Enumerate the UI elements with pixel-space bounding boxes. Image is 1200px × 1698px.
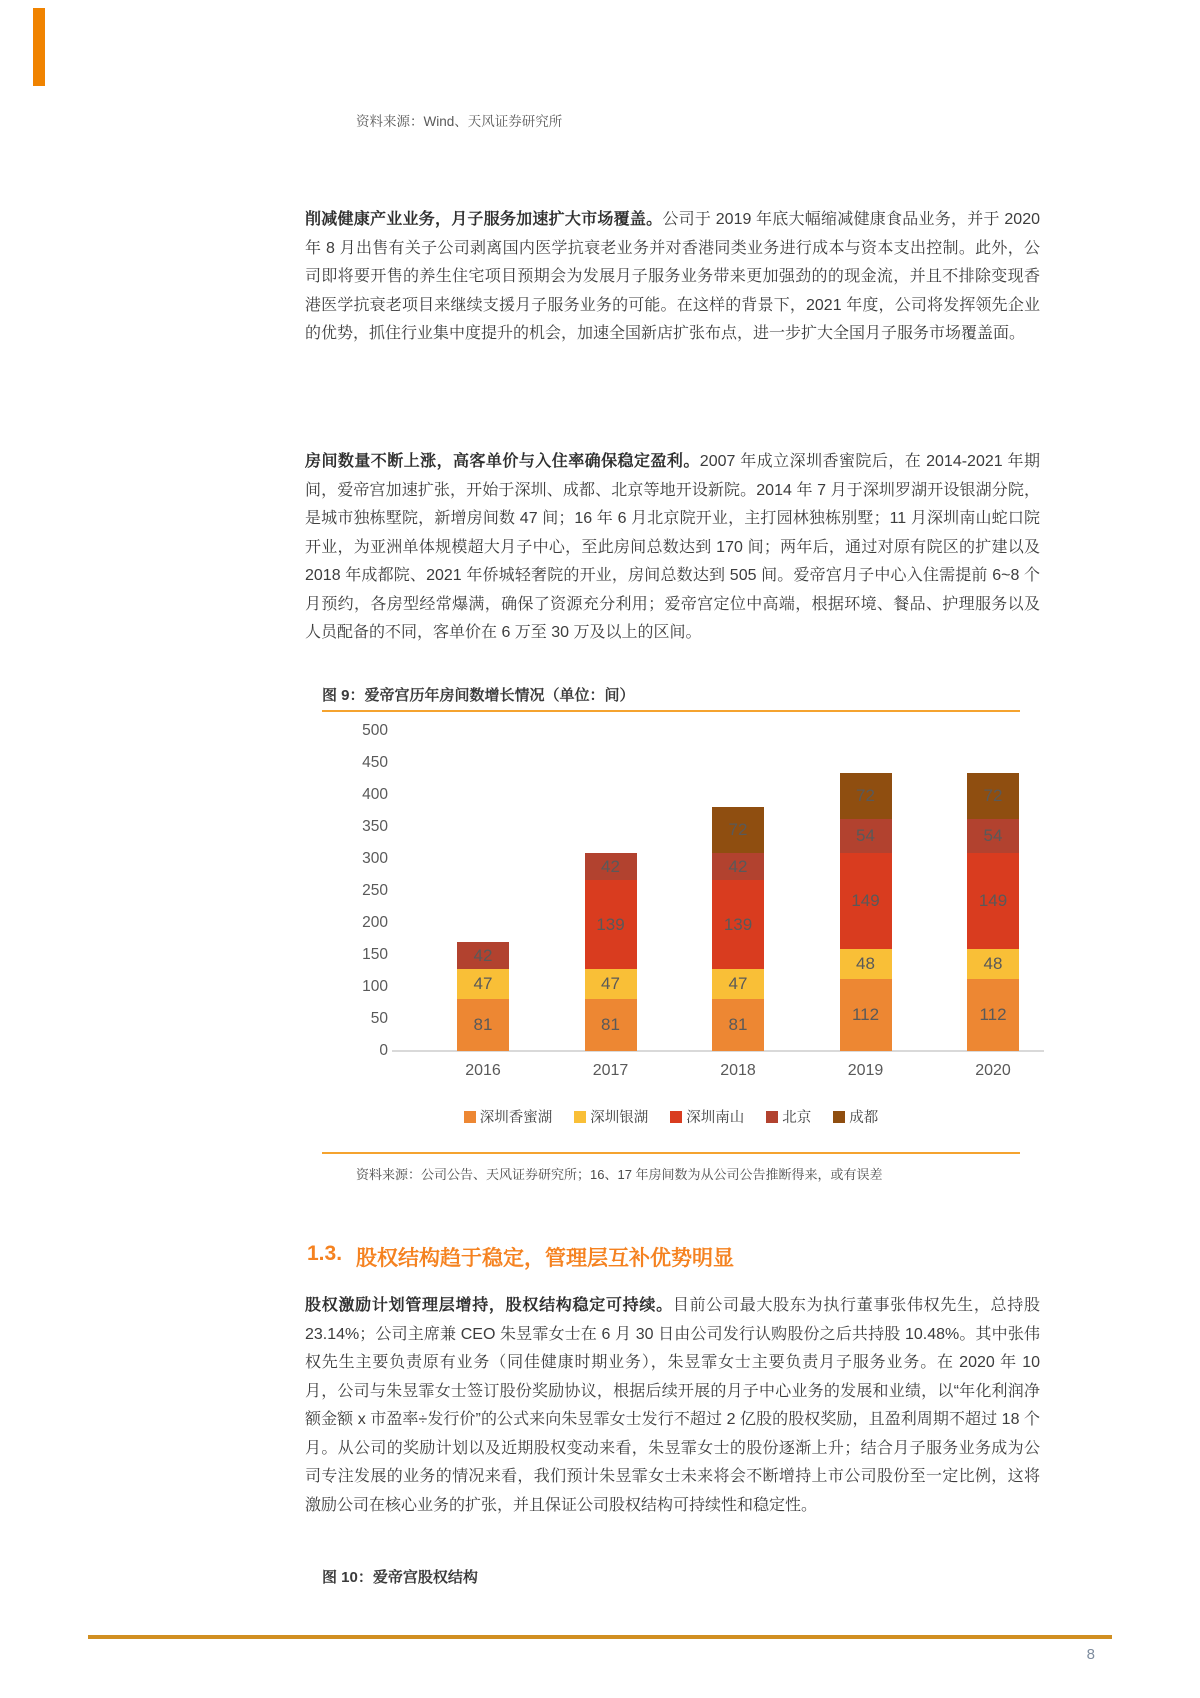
- figure9-bottom-rule: [322, 1152, 1020, 1154]
- section-number: 1.3.: [307, 1242, 343, 1265]
- legend-item-深圳银湖: [574, 1106, 648, 1127]
- bar-segment-深圳银湖: 47: [712, 969, 764, 999]
- bar-segment-深圳银湖: 47: [457, 969, 509, 999]
- y-tick-label: 100: [362, 978, 388, 995]
- legend-item-北京: [766, 1106, 811, 1127]
- x-tick-label: 2017: [592, 1062, 629, 1079]
- previous-figure-source-note: 资料来源：Wind、天风证券研究所: [356, 114, 563, 129]
- figure9-caption: 图 9：爱帝宫历年房间数增长情况（单位：间）: [322, 687, 635, 704]
- left-accent-bar: [33, 8, 45, 86]
- stacked-bar-2017: [585, 853, 637, 1051]
- legend-label: 深圳南山: [686, 1110, 745, 1126]
- legend-label: 北京: [782, 1110, 812, 1126]
- legend-swatch: [574, 1111, 586, 1123]
- paragraph-lead: 股权激励计划管理层增持，股权结构稳定可持续。: [305, 1297, 673, 1314]
- x-tick-label: 2018: [720, 1062, 756, 1079]
- y-tick-label: 350: [362, 818, 388, 835]
- legend-swatch: [766, 1111, 778, 1123]
- y-tick-label: 300: [362, 850, 388, 867]
- bar-segment-深圳南山: 139: [712, 880, 764, 969]
- bar-segment-北京: 54: [967, 819, 1019, 854]
- y-tick-label: 400: [362, 786, 388, 803]
- bar-segment-成都: 72: [967, 773, 1019, 819]
- legend-item-深圳南山: [670, 1106, 744, 1127]
- chart-legend: [322, 1106, 1020, 1127]
- paragraph-body: 公司于 2019 年底大幅缩减健康食品业务，并于 2020 年 8 月出售有关子公司剥离国内医学抗衰老业务并对香港同类业务进行成本与资本支出控制。此外，公司即将要开售的养生住宅项目预期会为发展月子服务业务带来更加强劲的的现金流，并且不排除变现香港医学抗衰老项目来继续支援月子服务业务的可能。在这样的背景下，2021 年度，公司将发挥领先企业的优势，抓住行业集中度提升的机会，加速全国新店扩张布点，进一步扩大全国月子服务市场覆盖面。: [305, 211, 1040, 342]
- paragraph-body: 目前公司最大股东为执行董事张伟权先生，总持股 23.14%；公司主席兼 CEO 朱昱霏女士在 6 月 30 日由公司发行认购股份之后共持股 10.48%。其中张伟权先生主要负责原有业务（同佳健康时期业务），朱昱霏女士主要负责月子服务业务。在 2020 年 10 月，公司与朱昱霏女士签订股份奖励协议，根据后续开展的月子中心业务的发展和业绩，以“年化利润净额金额 x 市盈率÷发行价”的公式来向朱昱霏女士发行不超过 2 亿股的股权奖励，且盈利周期不超过 18 个月。从公司的奖励计划以及近期股权变动来看，朱昱霏女士的股份逐渐上升；结合月子服务业务成为公司专注发展的业务的情况来看，我们预计朱昱霏女士未来将会不断增持上市公司股份至一定比例，这将激励公司在核心业务的扩张，并且保证公司股权结构可持续性和稳定性。: [305, 1297, 1040, 1514]
- stacked-bar-2019: [840, 773, 892, 1051]
- stacked-bar-2016: [457, 942, 509, 1051]
- legend-swatch: [670, 1111, 682, 1123]
- legend-label: 深圳香蜜湖: [479, 1110, 553, 1126]
- bar-segment-北京: 42: [712, 853, 764, 880]
- figure10-caption: 图 10：爱帝宫股权结构: [322, 1569, 478, 1586]
- bar-segment-深圳香蜜湖: 81: [457, 999, 509, 1051]
- page-number: 8: [1086, 1646, 1095, 1663]
- legend-swatch: [833, 1111, 845, 1123]
- paragraph-lead: 房间数量不断上涨，高客单价与入住率确保稳定盈利。: [305, 453, 700, 470]
- stacked-bar-2018: [712, 807, 764, 1051]
- bar-segment-深圳银湖: 47: [585, 969, 637, 999]
- y-tick-label: 200: [362, 914, 388, 931]
- legend-label: 成都: [849, 1110, 879, 1126]
- y-tick-label: 0: [379, 1042, 388, 1059]
- figure9-top-rule: [322, 710, 1020, 712]
- y-tick-label: 150: [362, 946, 388, 963]
- x-tick-label: 2020: [975, 1062, 1011, 1079]
- legend-item-成都: [833, 1106, 878, 1127]
- bar-segment-深圳香蜜湖: 112: [840, 979, 892, 1051]
- footer-rule: [88, 1635, 1112, 1639]
- section-heading-1-3: [307, 1242, 734, 1272]
- section-title: 股权结构趋于稳定，管理层互补优势明显: [356, 1247, 735, 1270]
- paragraph-body: 2007 年成立深圳香蜜院后，在 2014-2021 年期间，爱帝宫加速扩张，开始于深圳、成都、北京等地开设新院。2014 年 7 月于深圳罗湖开设银湖分院，是城市独栋墅院，新增房间数 47 间；16 年 6 月北京院开业，主打园林独栋别墅；11 月深圳南山蛇口院开业，为亚洲单体规模超大月子中心，至此房间总数达到 170 间；两年后，通过对原有院区的扩建以及 2018 年成都院、2021 年侨城轻奢院的开业，房间总数达到 505 间。爱帝宫月子中心入住需提前 6~8 个月预约，各房型经常爆满，确保了资源充分利用；爱帝宫定位中高端，根据环境、餐品、护理服务以及人员配备的不同，客单价在 6 万至 30 万及以上的区间。: [305, 453, 1040, 641]
- y-tick-label: 500: [362, 722, 388, 739]
- legend-swatch: [464, 1111, 476, 1123]
- legend-label: 深圳银湖: [590, 1110, 649, 1126]
- bar-segment-深圳香蜜湖: 112: [967, 979, 1019, 1051]
- bar-segment-成都: 72: [712, 807, 764, 853]
- stacked-bar-2020: [967, 773, 1019, 1051]
- bar-segment-深圳香蜜湖: 81: [585, 999, 637, 1051]
- bar-segment-深圳南山: 149: [967, 853, 1019, 948]
- stacked-bar-chart: [398, 716, 1038, 1052]
- y-tick-label: 250: [362, 882, 388, 899]
- paragraph-business-reduction: [305, 206, 1040, 349]
- x-tick-label: 2019: [847, 1062, 884, 1079]
- legend-item-深圳香蜜湖: [464, 1106, 553, 1127]
- bar-segment-北京: 54: [840, 819, 892, 854]
- bar-segment-深圳香蜜湖: 81: [712, 999, 764, 1051]
- bar-segment-深圳银湖: 48: [840, 949, 892, 980]
- x-tick-label: 2016: [465, 1062, 501, 1079]
- y-tick-label: 50: [370, 1010, 388, 1027]
- bar-segment-成都: 72: [840, 773, 892, 819]
- paragraph-lead: 削减健康产业业务，月子服务加速扩大市场覆盖。: [305, 211, 663, 228]
- paragraph-equity-structure: [305, 1292, 1040, 1520]
- bar-segment-深圳南山: 149: [840, 853, 892, 948]
- bar-segment-深圳银湖: 48: [967, 949, 1019, 980]
- paragraph-room-growth: [305, 448, 1040, 648]
- bar-segment-北京: 42: [585, 853, 637, 880]
- figure9-source-note: 资料来源：公司公告、天风证券研究所；16、17 年房间数为从公司公告推断得来，或有误差: [356, 1167, 883, 1182]
- bar-segment-深圳南山: 139: [585, 880, 637, 969]
- y-tick-label: 450: [362, 754, 388, 771]
- bar-segment-北京: 42: [457, 942, 509, 969]
